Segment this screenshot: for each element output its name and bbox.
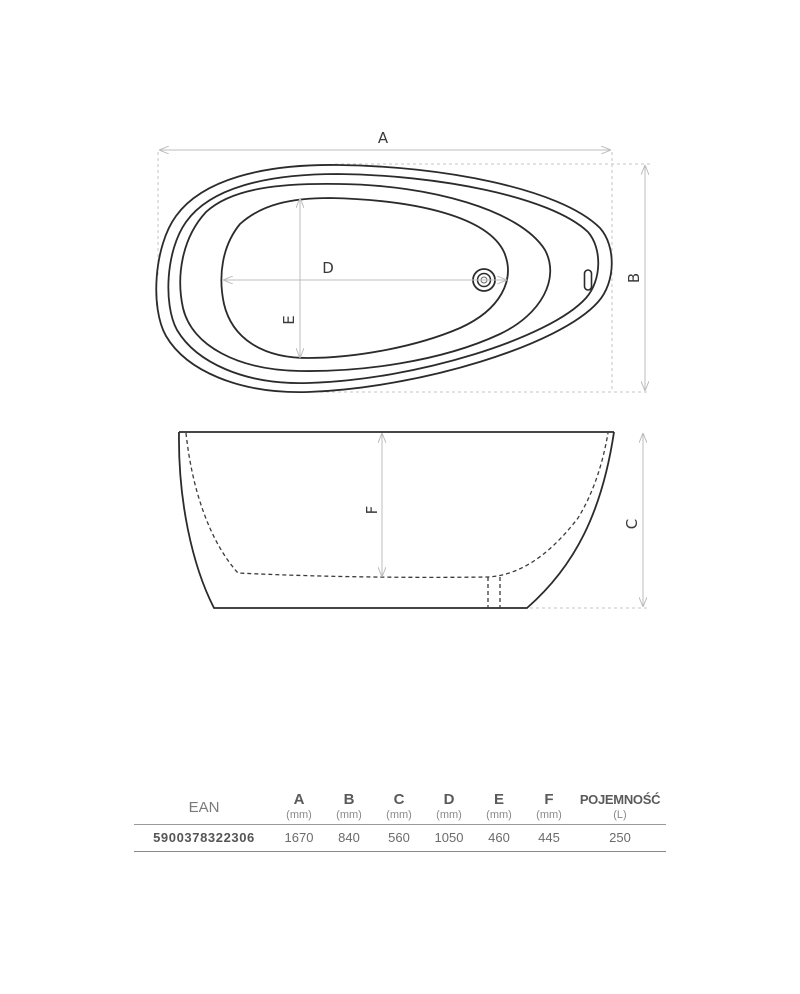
header-unit: (mm) — [536, 809, 562, 821]
side-view — [179, 432, 650, 608]
header-unit: (mm) — [386, 809, 412, 821]
row-ean-cell — [134, 829, 274, 847]
bowl-inner — [221, 198, 507, 358]
ean-value: 5900378322306 — [153, 830, 255, 845]
header-col-f — [524, 792, 574, 822]
dimension-label-b: B — [625, 272, 643, 284]
value-e: 460 — [488, 830, 510, 845]
row-value-capacity — [574, 829, 666, 847]
row-value-f — [524, 829, 574, 847]
value-f: 445 — [538, 830, 560, 845]
dimension-label-f: F — [363, 505, 381, 515]
header-col-d — [424, 792, 474, 822]
header-col-b — [324, 792, 374, 822]
overflow-icon — [585, 270, 592, 290]
header-col-c — [374, 792, 424, 822]
dimension-label-e: E — [280, 315, 298, 325]
row-value-c — [374, 829, 424, 847]
header-ean-cell — [134, 799, 274, 822]
row-value-a — [274, 829, 324, 847]
side-outer-shell — [179, 432, 614, 608]
header-letter: B — [343, 791, 355, 808]
tub-inner-rim — [168, 174, 598, 383]
header-capacity-label: POJEMNOŚĆ — [579, 792, 661, 807]
header-capacity-unit: (L) — [613, 809, 627, 821]
dimension-label-c: C — [623, 518, 641, 530]
header-letter: E — [493, 791, 504, 808]
spec-table-header — [134, 778, 666, 825]
header-letter: C — [393, 791, 405, 808]
header-col-a — [274, 792, 324, 822]
value-d: 1050 — [434, 830, 464, 845]
spec-table — [134, 778, 666, 852]
header-unit: (mm) — [486, 809, 512, 821]
dimension-label-d: D — [322, 259, 334, 277]
header-letter: D — [443, 791, 455, 808]
side-inner-basin — [186, 433, 608, 577]
row-value-e — [474, 829, 524, 847]
value-c: 560 — [388, 830, 410, 845]
header-unit: (mm) — [336, 809, 362, 821]
header-unit: (mm) — [436, 809, 462, 821]
header-letter: A — [293, 791, 305, 808]
row-value-b — [324, 829, 374, 847]
spec-table-row — [134, 825, 666, 852]
capacity-value: 250 — [609, 830, 631, 845]
dimension-label-a: A — [377, 129, 389, 147]
header-col-e — [474, 792, 524, 822]
row-value-d — [424, 829, 474, 847]
header-ean: EAN — [188, 799, 220, 816]
header-col-capacity — [574, 792, 666, 822]
header-unit: (mm) — [286, 809, 312, 821]
value-b: 840 — [338, 830, 360, 845]
top-view — [156, 129, 650, 392]
value-a: 1670 — [284, 830, 314, 845]
header-letter: F — [544, 791, 554, 808]
